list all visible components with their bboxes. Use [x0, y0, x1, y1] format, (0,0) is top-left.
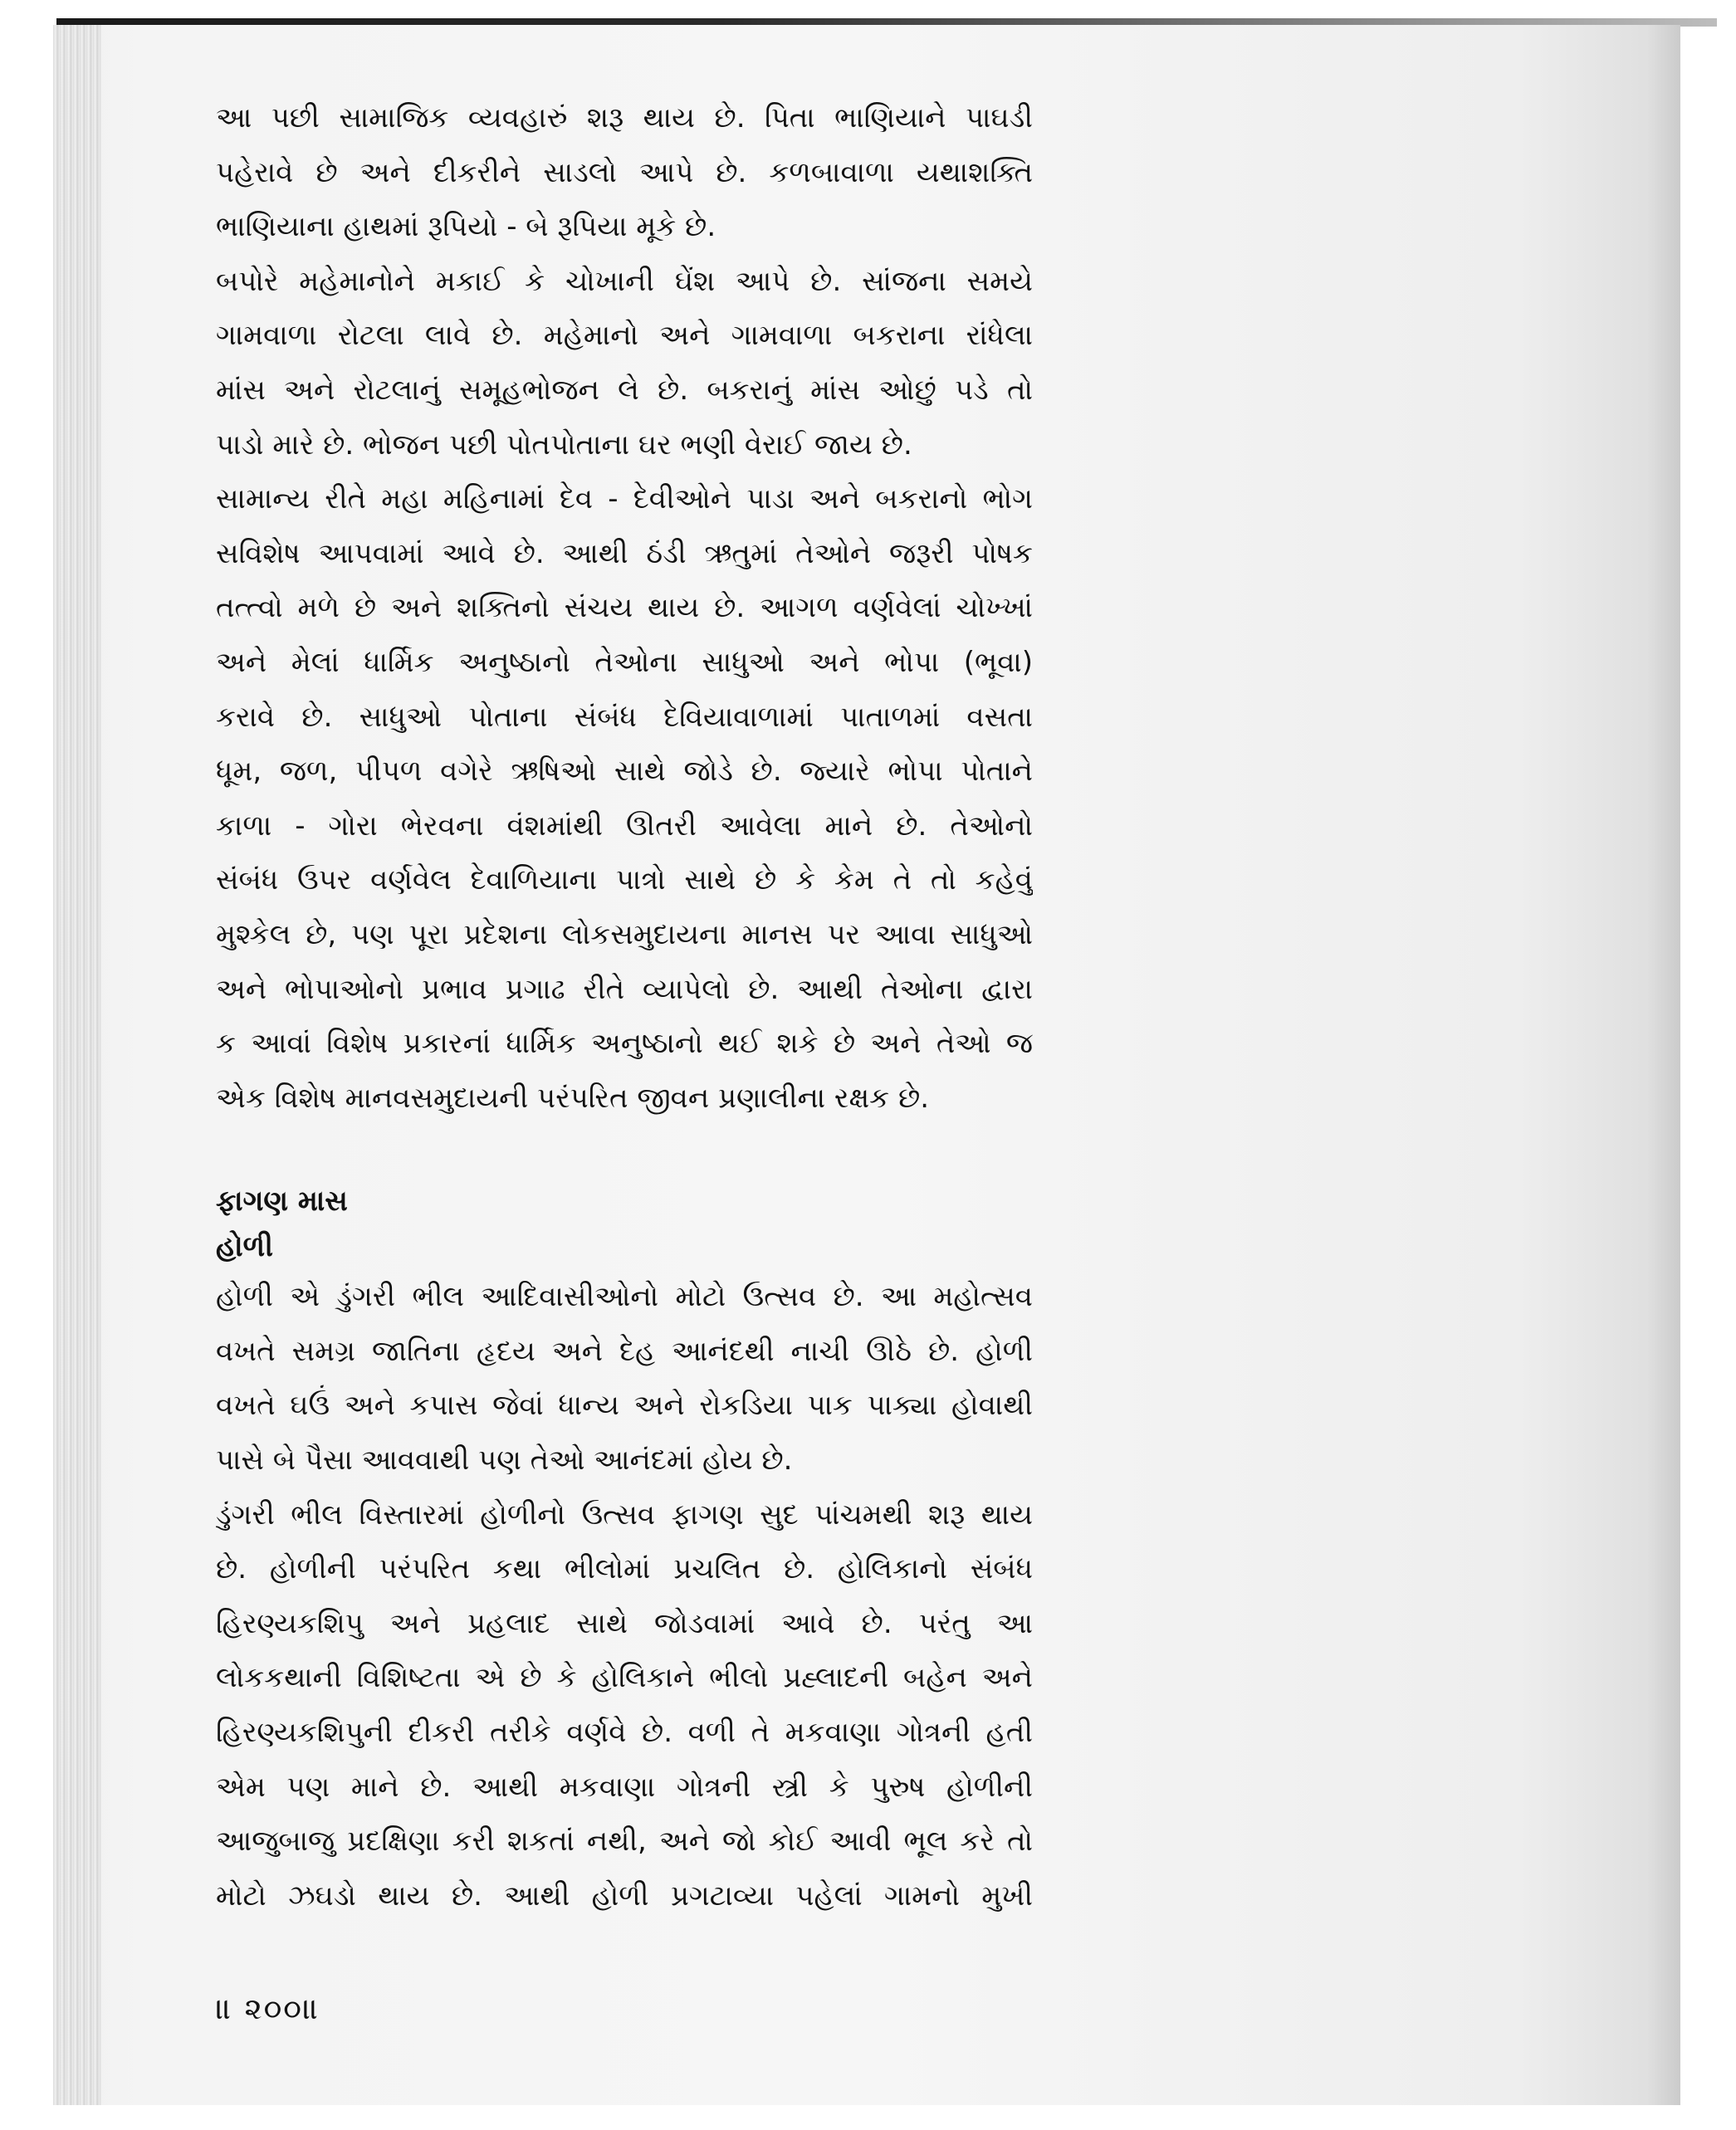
text-line: વખતે ઘઉં અને કપાસ જેવાં ધાન્ય અને રોકડિયા પાક પાક્યા હોવાથી	[216, 1389, 1033, 1423]
text-line: ગામવાળા રોટલા લાવે છે. મહેમાનો અને ગામવાળા બકરાના રાંધેલા	[216, 319, 1033, 353]
paragraph	[216, 472, 1033, 1126]
text-line: હોળી એ ડુંગરી ભીલ આદિવાસીઓનો મોટો ઉત્સવ છે. આ મહોત્સવ	[216, 1280, 1033, 1314]
page-number: ॥ ૨૦૦॥	[216, 1992, 320, 2026]
text-line: ભાણિયાના હાથમાં રૂપિયો - બે રૂપિયા મૂકે છે.	[216, 210, 716, 244]
text-line: વખતે સમગ્ર જાતિના હૃદય અને દેહ આનંદથી નાચી ઊઠે છે. હોળી	[216, 1334, 1033, 1368]
paragraph	[216, 255, 1033, 472]
section-spacer	[216, 1126, 1033, 1179]
text-line: મોટો ઝઘડો થાય છે. આથી હોળી પ્રગટાવ્યા પહેલાં ગામનો મુખી	[216, 1878, 1033, 1913]
text-line: લોકકથાની વિશિષ્ટતા એ છે કે હોલિકાને ભીલો પ્રહ્લાદની બહેન અને	[216, 1661, 1033, 1695]
text-line: બપોરે મહેમાનોને મકાઈ કે ચોખાની ઘેંશ આપે છે. સાંજના સમયે	[216, 264, 1033, 298]
page-edges	[53, 25, 101, 2105]
text-line: એક વિશેષ માનવસમુદાયની પરંપરિત જીવન પ્રણાલીના રક્ષક છે.	[216, 1081, 930, 1115]
body-text	[216, 91, 1033, 1923]
text-line: ડુંગરી ભીલ વિસ્તારમાં હોળીનો ઉત્સવ ફાગણ સુદ પાંચમથી શરૂ થાય	[216, 1497, 1033, 1532]
text-line: એમ પણ માને છે. આથી મકવાણા ગોત્રની સ્ત્રી કે પુરુષ હોળીની	[216, 1770, 1033, 1804]
text-line: અને ભોપાઓનો પ્રભાવ પ્રગાઢ રીતે વ્યાપેલો છે. આથી તેઓના દ્વારા	[216, 972, 1033, 1006]
paragraph	[216, 1488, 1033, 1924]
text-line: હિરણ્યકશિપુની દીકરી તરીકે વર્ણવે છે. વળી તે મકવાણા ગોત્રની હતી	[216, 1716, 1033, 1750]
subsection-heading: હોળી	[216, 1230, 273, 1264]
paragraph	[216, 1270, 1033, 1488]
text-line: કરાવે છે. સાધુઓ પોતાના સંબંધ દેવિયાવાળામાં પાતાળમાં વસતા	[216, 700, 1033, 734]
text-line: સવિશેષ આપવામાં આવે છે. આથી ઠંડી ઋતુમાં તેઓને જરૂરી પોષક	[216, 536, 1033, 570]
text-line: આ પછી સામાજિક વ્યવહારું શરૂ થાય છે. પિતા ભાણિયાને પાઘડી	[216, 101, 1033, 134]
text-line: માંસ અને રોટલાનું સમૂહભોજન લે છે. બકરાનું માંસ ઓછું પડે તો	[216, 373, 1033, 407]
text-line: પાસે બે પૈસા આવવાથી પણ તેઓ આનંદમાં હોય છે.	[216, 1444, 793, 1478]
text-line: સંબંધ ઉપર વર્ણવેલ દેવાળિયાના પાત્રો સાથે છે કે કેમ તે તો કહેવું	[216, 863, 1033, 897]
text-line: ધૂમ, જળ, પીપળ વગેરે ઋષિઓ સાથે જોડે છે. જ્યારે ભોપા પોતાને	[216, 755, 1033, 789]
text-line: આજુબાજુ પ્રદક્ષિણા કરી શકતાં નથી, અને જો કોઈ આવી ભૂલ કરે તો	[216, 1825, 1033, 1859]
section-heading: ફાગણ માસ	[216, 1185, 348, 1219]
page-shadow	[1647, 25, 1680, 2105]
text-line: સામાન્ય રીતે મહા મહિનામાં દેવ - દેવીઓને પાડા અને બકરાનો ભોગ	[216, 482, 1033, 516]
text-line: ક આવાં વિશેષ પ્રકારનાં ધાર્મિક અનુષ્ઠાનો થઈ શકે છે અને તેઓ જ	[216, 1027, 1033, 1061]
text-line: મુશ્કેલ છે, પણ પૂરા પ્રદેશના લોકસમુદાયના માનસ પર આવા સાધુઓ	[216, 917, 1033, 951]
text-line: છે. હોળીની પરંપરિત કથા ભીલોમાં પ્રચલિત છે. હોલિકાનો સંબંધ	[216, 1552, 1033, 1586]
text-line: પહેરાવે છે અને દીકરીને સાડલો આપે છે. કળબાવાળા યથાશક્તિ	[216, 155, 1033, 189]
text-line: અને મેલાં ધાર્મિક અનુષ્ઠાનો તેઓના સાધુઓ અને ભોપા (ભૂવા)	[216, 645, 1033, 679]
paragraph	[216, 91, 1033, 255]
text-line: કાળા - ગોરા ભેરવના વંશમાંથી ઊતરી આવેલા માને છે. તેઓનો	[216, 809, 1033, 843]
text-line: તત્ત્વો મળે છે અને શક્તિનો સંચય થાય છે. આગળ વર્ણવેલાં ચોખ્ખાં	[216, 591, 1033, 625]
text-line: પાડો મારે છે. ભોજન પછી પોતપોતાના ઘર ભણી વેરાઈ જાય છે.	[216, 427, 912, 462]
text-line: હિરણ્યકશિપુ અને પ્રહલાદ સાથે જોડવામાં આવે છે. પરંતુ આ	[216, 1606, 1033, 1640]
